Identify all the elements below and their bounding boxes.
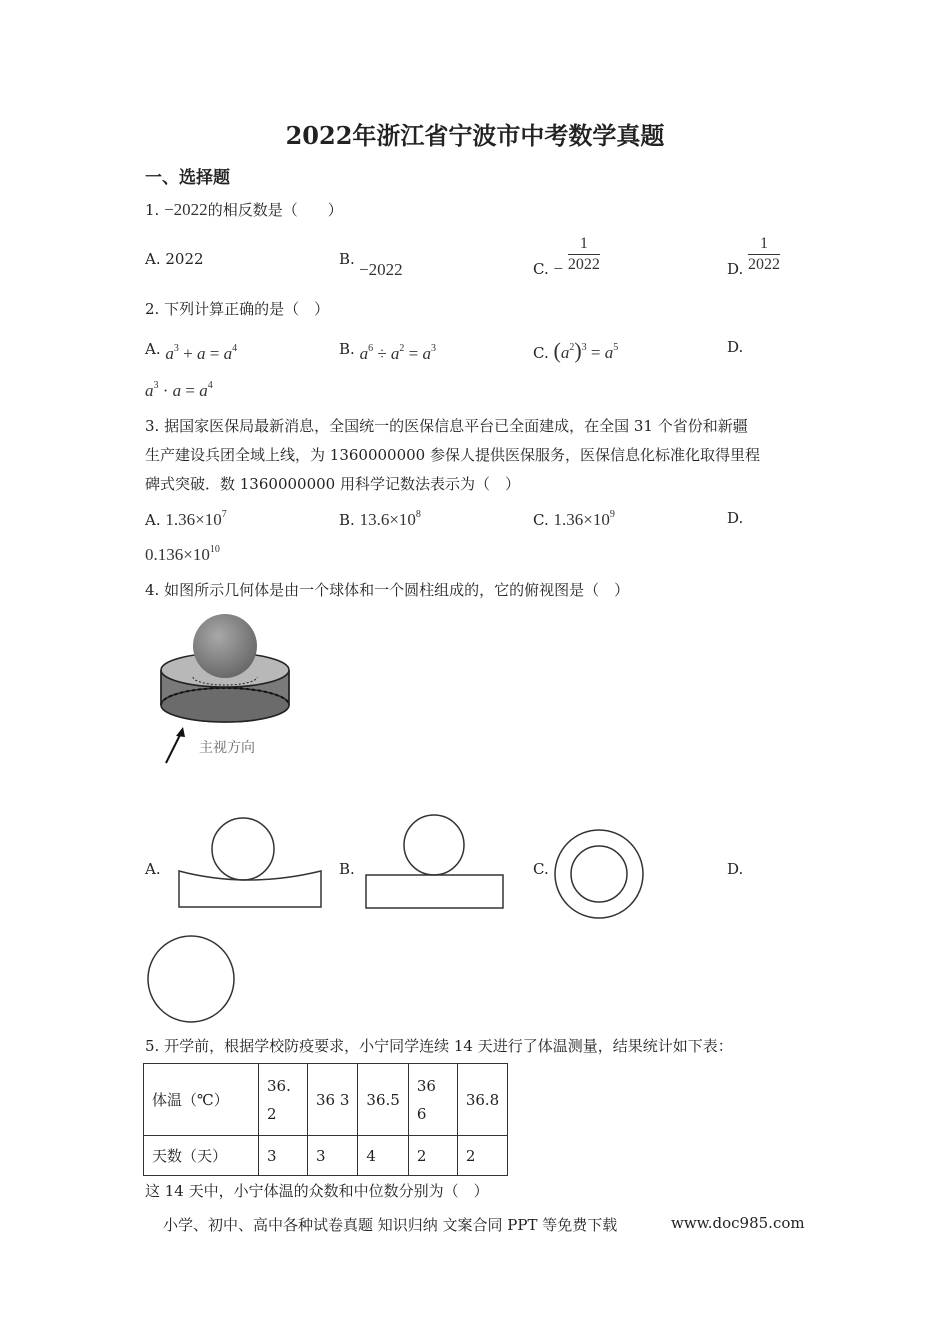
q3-option-a[interactable]: [145, 509, 227, 530]
q3-b-value: [360, 510, 421, 529]
option-label: C.: [533, 259, 549, 278]
option-label: C.: [533, 344, 549, 362]
q3-option-b[interactable]: [339, 509, 421, 530]
table-cell: 2: [408, 1136, 457, 1176]
minus-sign: −: [553, 258, 564, 278]
exponent: 8: [415, 509, 421, 520]
mantissa: 13.6×10: [359, 510, 416, 529]
exponent: 9: [609, 509, 615, 520]
q4-option-b-figure[interactable]: [363, 813, 507, 911]
q2-option-d[interactable]: [727, 338, 743, 356]
q5-stem: 5. 开学前，根据学校防疫要求，小宁同学连续 14 天进行了体温测量，结果统计如下表：: [145, 1037, 733, 1055]
exponent: 7: [221, 509, 227, 520]
q4-option-a-label[interactable]: A.: [145, 860, 161, 878]
option-label: D.: [727, 338, 744, 356]
q4-option-d-label[interactable]: D.: [727, 860, 744, 878]
q1-option-b-value: −2022: [359, 260, 403, 279]
view-direction-label: 主视方向: [199, 740, 255, 756]
table-row: [144, 1064, 508, 1136]
q4-option-d-figure[interactable]: [145, 935, 237, 1025]
q4-option-c-label[interactable]: C.: [533, 860, 549, 878]
option-label: A.: [145, 340, 161, 358]
mantissa: 0.136×10: [145, 545, 210, 564]
table-header-cell: 天数（天）: [144, 1136, 259, 1176]
temperature-table: [143, 1063, 508, 1176]
table-header-cell: 体温（℃）: [144, 1064, 259, 1136]
q3-option-c[interactable]: [533, 509, 615, 530]
q1-option-d[interactable]: [727, 234, 781, 278]
option-label: D.: [727, 509, 744, 527]
option-label: A.: [145, 511, 161, 529]
table-row: [144, 1136, 508, 1176]
denominator: 2022: [567, 256, 600, 273]
q3-a-value: [165, 510, 226, 529]
q4-stem: 4. 如图所示几何体是由一个球体和一个圆柱组成的，它的俯视图是（ ）: [145, 581, 630, 599]
q1-option-c[interactable]: [533, 234, 600, 278]
q4-option-b-label[interactable]: B.: [339, 860, 355, 878]
option-label: B.: [339, 340, 355, 358]
numerator: 1: [748, 234, 780, 255]
q1-stem: [145, 199, 343, 220]
numerator: 1: [568, 234, 600, 255]
option-label: B.: [339, 250, 355, 268]
q4-option-a-figure[interactable]: [175, 815, 327, 913]
table-cell: 3: [259, 1136, 308, 1176]
q2-stem: 2. 下列计算正确的是（ ）: [145, 300, 330, 318]
mantissa: 1.36×10: [165, 510, 222, 529]
q1-stem-text: 的相反数是（ ）: [207, 201, 343, 219]
table-cell: 36. 2: [259, 1064, 308, 1136]
q2-b-formula: $a^6 \div a^2 = a^3$: [359, 343, 437, 363]
q3-line1: 3. 据国家医保局最新消息，全国统一的医保信息平台已全面建成，在全国 31 个省份和新疆: [145, 417, 748, 435]
option-value: 2022: [165, 250, 204, 268]
arrow-head-icon: [176, 727, 185, 737]
table-cell: 3: [308, 1136, 358, 1176]
q3-line2: 生产建设兵团全域上线，为 1360000000 参保人提供医保服务，医保信息化标准化取得里程: [145, 446, 760, 464]
mantissa: 1.36×10: [553, 510, 610, 529]
q2-d-formula: $a^3 \cdot a = a^4$: [145, 380, 213, 400]
table-cell: 36.8: [457, 1064, 507, 1136]
q1-expression: −2022: [164, 200, 208, 219]
q2-option-c[interactable]: [533, 338, 618, 364]
q3-line3: 碑式突破．数 1360000000 用科学记数法表示为（ ）: [145, 475, 520, 493]
denominator: 2022: [748, 256, 781, 273]
q5-question: 这 14 天中，小宁体温的众数和中位数分别为（ ）: [145, 1182, 489, 1200]
footer-site-link[interactable]: www.doc985.com: [671, 1214, 805, 1232]
q1-option-a[interactable]: [145, 250, 204, 268]
fraction: [568, 234, 600, 275]
option-label: B.: [339, 511, 355, 529]
section-heading: 一、选择题: [145, 168, 230, 188]
q2-c-formula: $(a^2)^3 = a^5$: [553, 338, 619, 363]
q4-option-c-figure[interactable]: [553, 828, 645, 920]
q3-option-d[interactable]: [727, 509, 743, 527]
q2-a-formula: $a^3 + a = a^4$: [165, 343, 238, 363]
table-cell: 36.5: [358, 1064, 408, 1136]
fraction: [748, 234, 780, 275]
q1-number: 1.: [145, 201, 160, 219]
page-title: 2022年浙江省宁波市中考数学真题: [285, 121, 665, 150]
q3-d-value: [145, 544, 220, 565]
sphere: [193, 614, 257, 678]
table-cell: 2: [457, 1136, 507, 1176]
exponent: 10: [209, 544, 220, 555]
option-label: D.: [727, 259, 744, 278]
footer-text: 小学、初中、高中各种试卷真题 知识归纳 文案合同 PPT 等免费下载: [163, 1216, 618, 1234]
table-cell: 36 3: [308, 1064, 358, 1136]
q1-option-b[interactable]: [339, 250, 355, 268]
option-label: A.: [145, 250, 161, 268]
q2-option-a[interactable]: [145, 338, 238, 363]
q3-c-value: [554, 510, 615, 529]
table-cell: 36 6: [408, 1064, 457, 1136]
option-label: C.: [533, 511, 549, 529]
q2-option-b[interactable]: [339, 338, 437, 363]
table-cell: 4: [358, 1136, 408, 1176]
